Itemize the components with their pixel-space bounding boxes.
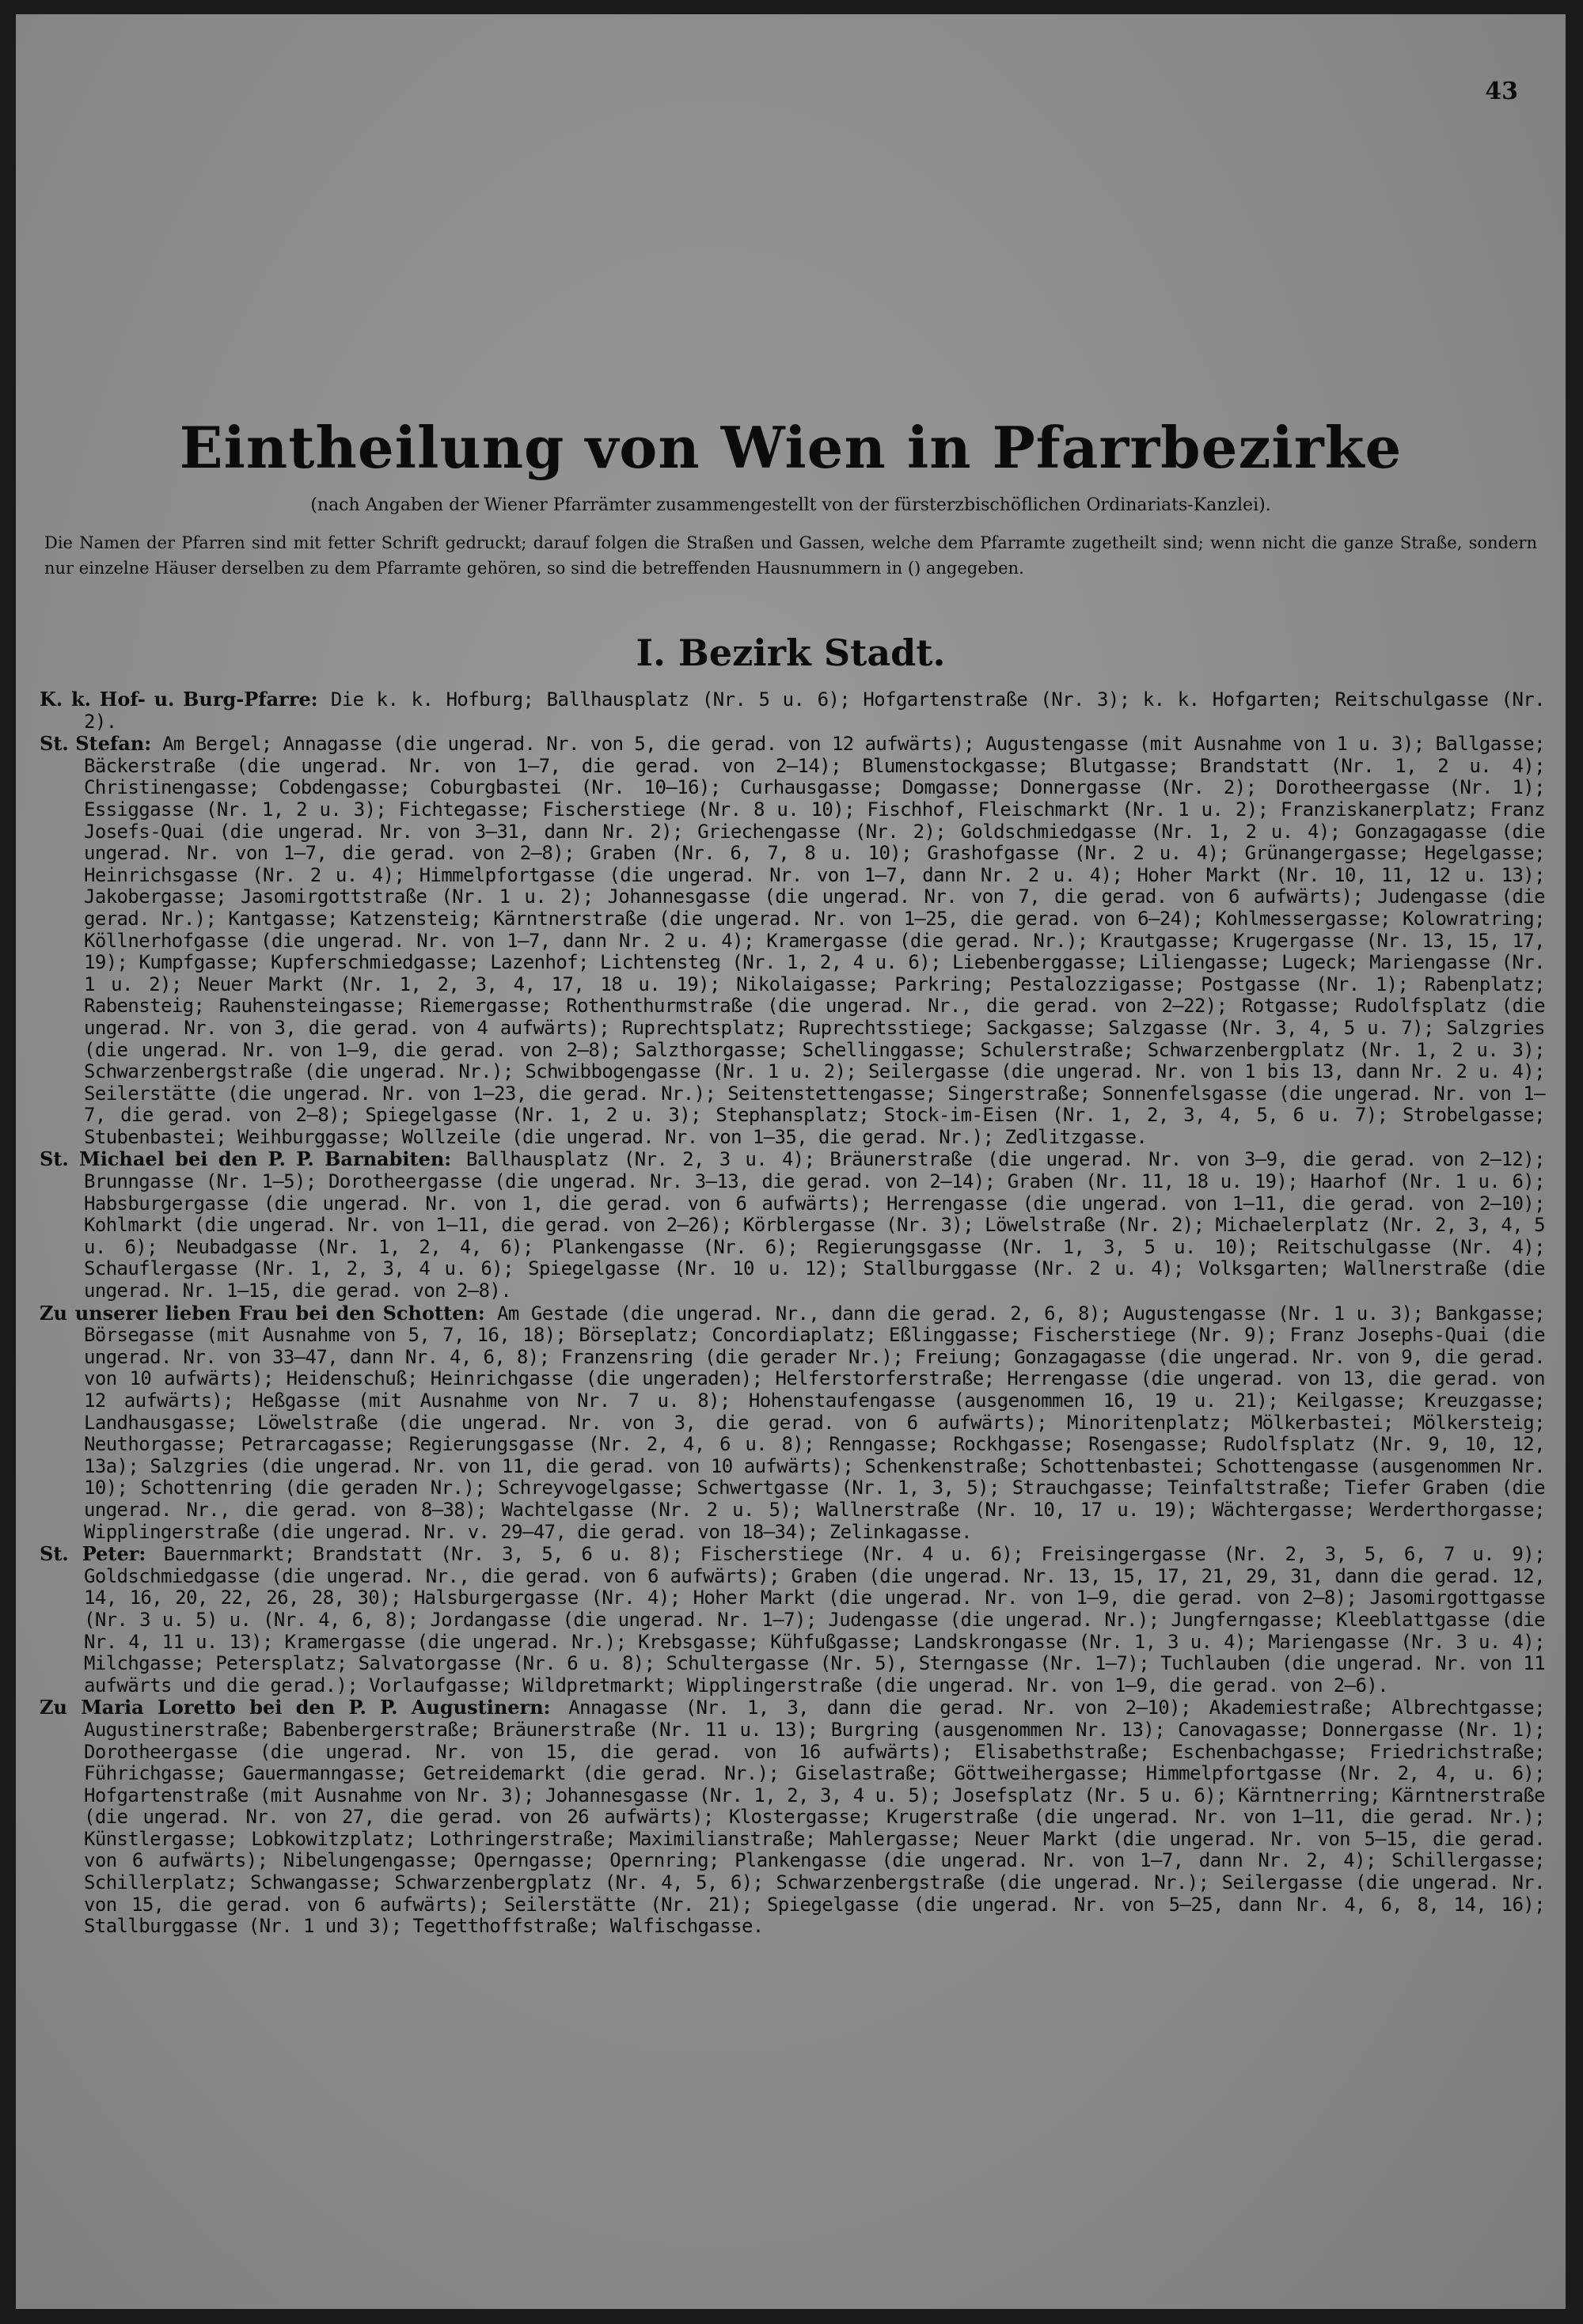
parish-entry-st-stefan bbox=[40, 733, 1545, 1148]
parish-name: Zu unserer lieben Frau bei den Schotten: bbox=[40, 1301, 485, 1325]
parish-entry-hofburg bbox=[40, 688, 1545, 733]
parish-name: St. Michael bei den P. P. Barnabiten: bbox=[40, 1147, 452, 1171]
parish-entry-st-peter bbox=[40, 1543, 1545, 1697]
parish-streets: Am Bergel; Annagasse (die ungerad. Nr. von 5, die gerad. von 12 aufwärts); Augustengasse (mit Ausnahme von 1 u. 3); Ballgasse; Bäckerstraße (die ungerad. Nr. von 1—7, die gerad. von 2—14); Blumenstockgasse; Blutgasse; Brandstatt (Nr. 1, 2 u. 4); Christinengasse; Cobdengasse; Coburgbastei (Nr. 10—16); Curhausgasse; Domgasse; Donnergasse (Nr. 2); Dorotheergasse (Nr. 1); Essiggasse (Nr. 1, 2 u. 3); Fichtegasse; Fischerstiege (Nr. 8 u. 10); Fischhof, Fleischmarkt (Nr. 1 u. 2); Franziskanerplatz; Franz Josefs-Quai (die ungerad. Nr. von 3—31, dann Nr. 2); Griechengasse (Nr. 2); Goldschmiedgasse (Nr. 1, 2 u. 4); Gonzagagasse (die ungerad. Nr. von 1—7, die gerad. von 2—8); Graben (Nr. 6, 7, 8 u. 10); Grashofgasse (Nr. 2 u. 4); Grünangergasse; Hegelgasse; Heinrichsgasse (Nr. 2 u. 4); Himmelpfortgasse (die ungerad. Nr. von 1—7, dann Nr. 2 u. 4); Hoher Markt (Nr. 10, 11, 12 u. 13); Jakobergasse; Jasomirgottstraße (Nr. 1 u. 2); Johannesgasse (die ungerad. Nr. von 7, die gerad. von 6 aufwärts); Judengasse (die gerad. Nr.); Kantgasse; Katzensteig; Kärntnerstraße (die ungerad. Nr. von 1—25, die gerad. von 6—24); Kohlmessergasse; Kolowratring; Köllnerhofgasse (die ungerad. Nr. von 1—7, dann Nr. 2 u. 4); Kramergasse (die gerad. Nr.); Krautgasse; Krugergasse (Nr. 13, 15, 17, 19); Kumpfgasse; Kupferschmiedgasse; Lazenhof; Lichtensteg (Nr. 1, 2, 4 u. 6); Liebenberggasse; Liliengasse; Lugeck; Mariengasse (Nr. 1 u. 2); Neuer Markt (Nr. 1, 2, 3, 4, 17, 18 u. 19); Nikolaigasse; Parkring; Pestalozzigasse; Postgasse (Nr. 1); Rabenplatz; Rabensteig; Rauhensteingasse; Riemergasse; Rothenthurmstraße (die ungerad. Nr., die gerad. von 2—22); Rotgasse; Rudolfsplatz (die ungerad. Nr. von 3, die gerad. von 4 aufwärts); Ruprechtsplatz; Ruprechtsstiege; Sackgasse; Salzgasse (Nr. 3, 4, 5 u. 7); Salzgries (die ungerad. Nr. von 1—9, die gerad. von 2—8); Salzthorgasse; Schellinggasse; Schulerstraße; Schwarzenbergplatz (Nr. 1, 2 u. 3); Schwarzenbergstraße (die ungerad. Nr.); Schwibbogengasse (Nr. 1 u. 2); Seilergasse (die ungerad. Nr. von 1 bis 13, dann Nr. 2 u. 4); Seilerstätte (die ungerad. Nr. von 1—23, die gerad. Nr.); Seitenstettengasse; Singerstraße; Sonnenfelsgasse (die ungerad. Nr. von 1—7, die gerad. von 2—8); Spiegelgasse (Nr. 1, 2 u. 3); Stephansplatz; Stock-im-Eisen (Nr. 1, 2, 3, 4, 5, 6 u. 7); Strobelgasse; Stubenbastei; Weihburggasse; Wollzeile (die ungerad. Nr. von 1—35, die gerad. Nr.); Zedlitzgasse. bbox=[84, 733, 1545, 1148]
parish-name: St. Stefan: bbox=[40, 732, 152, 756]
parish-streets: Bauernmarkt; Brandstatt (Nr. 3, 5, 6 u. 8); Fischerstiege (Nr. 4 u. 6); Freisingergasse (Nr. 2, 3, 5, 6, 7 u. 9); Goldschmiedgasse (die ungerad. Nr., die gerad. von 6 aufwärts); Graben (die ungerad. Nr. 13, 15, 17, 21, 29, 31, dann die gerad. 12, 14, 16, 20, 22, 26, 28, 30); Halsburgergasse (Nr. 4); Hoher Markt (die ungerad. Nr. von 1—9, die gerad. von 2—8); Jasomirgottgasse (Nr. 3 u. 5) u. (Nr. 4, 6, 8); Jordangasse (die ungerad. Nr. 1—7); Judengasse (die ungerad. Nr.); Jungferngasse; Kleeblattgasse (die Nr. 4, 11 u. 13); Kramergasse (die ungerad. Nr.); Krebsgasse; Kühfußgasse; Landskrongasse (Nr. 1, 3 u. 4); Mariengasse (Nr. 3 u. 4); Milchgasse; Petersplatz; Salvatorgasse (Nr. 6 u. 8); Schultergasse (Nr. 5), Sterngasse (Nr. 1—7); Tuchlauben (die ungerad. Nr. von 11 aufwärts und die gerad.); Vorlaufgasse; Wildpretmarkt; Wipplingerstraße (die ungerad. Nr. von 1—9, die gerad. von 2—6). bbox=[84, 1543, 1545, 1697]
parish-streets: Ballhausplatz (Nr. 2, 3 u. 4); Bräunerstraße (die ungerad. Nr. von 3—9, die gerad. von 2—12); Brunngasse (Nr. 1—5); Dorotheergasse (die ungerad. Nr. 3—13, die gerad. von 2—14); Graben (Nr. 11, 18 u. 19); Haarhof (Nr. 1 u. 6); Habsburgergasse (die ungerad. Nr. von 1, die gerad. von 6 aufwärts); Herrengasse (die ungerad. von 1—11, die gerad. von 2—10); Kohlmarkt (die ungerad. Nr. von 1—11, die gerad. von 2—26); Körblergasse (Nr. 3); Löwelstraße (Nr. 2); Michaelerplatz (Nr. 2, 3, 4, 5 u. 6); Neubadgasse (Nr. 1, 2, 4, 6); Plankengasse (Nr. 6); Regierungsgasse (Nr. 1, 3, 5 u. 10); Reitschulgasse (Nr. 4); Schauflergasse (Nr. 1, 2, 3, 4 u. 6); Spiegelgasse (Nr. 10 u. 12); Stallburggasse (Nr. 2 u. 4); Volksgarten; Wallnerstraße (die ungerad. Nr. 1—15, die gerad. von 2—8). bbox=[84, 1148, 1545, 1302]
parish-name: Zu Maria Loretto bei den P. P. Augustinern: bbox=[40, 1696, 551, 1719]
intro-paragraph: Die Namen der Pfarren sind mit fetter Schrift gedruckt; darauf folgen die Straßen und Gassen, welche dem Pfarramte zugetheilt sind; wenn nicht die ganze Straße, sondern nur einzelne Häuser derselben zu dem Pfarramte gehören, so sind die betreffenden Hausnummern in () angegeben. bbox=[44, 533, 1537, 578]
parish-entry-maria-loretto bbox=[40, 1697, 1545, 1938]
parish-list bbox=[40, 688, 1545, 1938]
parish-streets: Die k. k. Hofburg; Ballhausplatz (Nr. 5 u. 6); Hofgartenstraße (Nr. 3); k. k. Hofgarten; Reitschulgasse (Nr. 2). bbox=[84, 688, 1546, 733]
page-number: 43 bbox=[1485, 78, 1518, 105]
document-page bbox=[16, 14, 1566, 2309]
parish-streets: Am Gestade (die ungerad. Nr., dann die gerad. 2, 6, 8); Augustengasse (Nr. 1 u. 3); Bankgasse; Börsegasse (mit Ausnahme von 5, 7, 16, 18); Börseplatz; Concordiaplatz; Eßlinggasse; Fischerstiege (Nr. 9); Franz Josephs-Quai (die ungerad. Nr. von 33—47, dann Nr. 4, 6, 8); Franzensring (die gerader Nr.); Freiung; Gonzagagasse (die ungerad. Nr. von 9, die gerad. von 10 aufwärts); Heidenschuß; Heinrichgasse (die ungeraden); Helferstorferstraße; Herrengasse (die ungerad. von 13, die gerad. von 12 aufwärts); Heßgasse (mit Ausnahme von Nr. 7 u. 8); Hohenstaufengasse (ausgenommen 16, 19 u. 21); Keilgasse; Kreuzgasse; Landhausgasse; Löwelstraße (die ungerad. Nr. von 3, die gerad. von 6 aufwärts); Minoritenplatz; Mölkerbastei; Mölkersteig; Neuthorgasse; Petrarcagasse; Regierungsgasse (Nr. 2, 4, 6 u. 8); Renngasse; Rockhgasse; Rosengasse; Rudolfsplatz (Nr. 9, 10, 12, 13a); Salzgries (die ungerad. Nr. von 11, die gerad. von 10 aufwärts); Schenkenstraße; Schottenbastei; Schottengasse (ausgenommen Nr. 10); Schottenring (die geraden Nr.); Schreyvogelgasse; Schwertgasse (Nr. 1, 3, 5); Strauchgasse; Teinfaltstraße; Tiefer Graben (die ungerad. Nr., die gerad. von 8—38); Wachtelgasse (Nr. 2 u. 5); Wallnerstraße (Nr. 10, 17 u. 19); Wächtergasse; Werderthorgasse; Wipplingerstraße (die ungerad. Nr. v. 29—47, die gerad. von 18—34); Zelinkagasse. bbox=[84, 1302, 1546, 1543]
page-subtitle: (nach Angaben der Wiener Pfarrämter zusammengestellt von der fürsterzbischöflichen Ordinariats-Kanzlei). bbox=[310, 495, 1271, 515]
parish-name: St. Peter: bbox=[40, 1542, 146, 1566]
page-title: Eintheilung von Wien in Pfarrbezirke bbox=[179, 414, 1403, 481]
parish-entry-st-michael bbox=[40, 1148, 1545, 1302]
parish-streets: Annagasse (Nr. 1, 3, dann die gerad. Nr. von 2—10); Akademiestraße; Albrechtgasse; Augustinerstraße; Babenbergerstraße; Bräunerstraße (Nr. 11 u. 13); Burgring (ausgenommen Nr. 13); Canovagasse; Donnergasse (Nr. 1); Dorotheergasse (die ungerad. Nr. von 15, die gerad. von 16 aufwärts); Elisabethstraße; Eschenbachgasse; Friedrichstraße; Führichgasse; Gauermanngasse; Getreidemarkt (die gerad. Nr.); Giselastraße; Göttweihergasse; Himmelpfortgasse (Nr. 2, 4, u. 6); Hofgartenstraße (mit Ausnahme von Nr. 3); Johannesgasse (Nr. 1, 2, 3, 4 u. 5); Josefsplatz (Nr. 5 u. 6); Kärntnerring; Kärntnerstraße (die ungerad. Nr. von 27, die gerad. von 26 aufwärts); Klostergasse; Krugerstraße (die ungerad. Nr. von 1—11, die gerad. Nr.); Künstlergasse; Lobkowitzplatz; Lothringerstraße; Maximilianstraße; Mahlergasse; Neuer Markt (die ungerad. Nr. von 5—15, die gerad. von 6 aufwärts); Nibelungengasse; Operngasse; Opernring; Plankengasse (die ungerad. Nr. von 1—7, dann Nr. 2, 4); Schillergasse; Schillerplatz; Schwangasse; Schwarzenbergplatz (Nr. 4, 5, 6); Schwarzenbergstraße (die ungerad. Nr.); Seilergasse (die ungerad. Nr. von 15, die gerad. von 6 aufwärts); Seilerstätte (Nr. 21); Spiegelgasse (die ungerad. Nr. von 5—25, dann Nr. 4, 6, 8, 14, 16); Stallburggasse (Nr. 1 und 3); Tegetthoffstraße; Walfischgasse. bbox=[84, 1697, 1546, 1938]
parish-name: K. k. Hof- u. Burg-Pfarre: bbox=[40, 688, 318, 711]
section-heading: I. Bezirk Stadt. bbox=[636, 631, 946, 674]
parish-entry-schotten bbox=[40, 1302, 1545, 1544]
